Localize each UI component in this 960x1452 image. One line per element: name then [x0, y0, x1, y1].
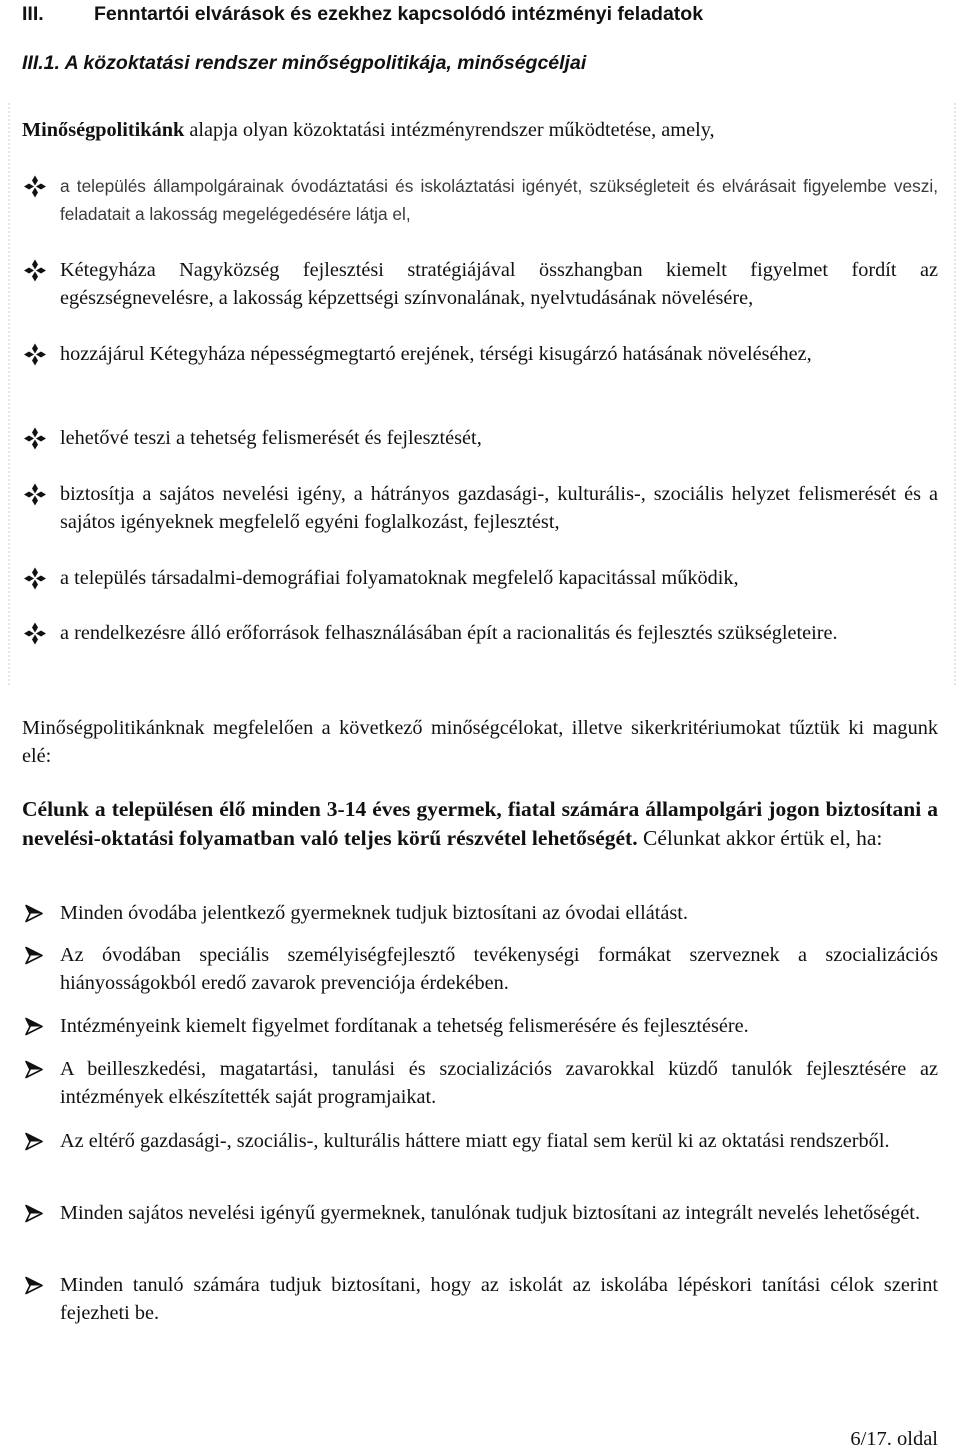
section-heading	[22, 2, 942, 26]
four-diamond-flower-icon	[22, 257, 48, 284]
goal-item	[22, 1013, 938, 1041]
goal-statement-text: Célunkat akkor értük el, ha:	[637, 826, 883, 850]
policy-item	[22, 257, 938, 312]
four-diamond-flower-icon	[22, 620, 48, 647]
goal-item-text: Intézményeink kiemelt figyelmet fordítanak a tehetség felismerésére és fejlesztésére.	[60, 1015, 749, 1037]
policy-intro-text: alapja olyan közoktatási intézményrendszer működtetése, amely,	[184, 119, 715, 141]
section-number: III.	[22, 3, 44, 25]
policy-item-text: a település társadalmi-demográfiai folyamatoknak megfelelő kapacitással működik,	[60, 567, 739, 589]
goal-statement	[22, 795, 938, 853]
goal-item-text: Az eltérő gazdasági-, szociális-, kulturális háttere miatt egy fiatal sem kerül ki az oktatási rendszerből.	[60, 1130, 890, 1152]
right-arrowhead-icon	[22, 900, 48, 927]
right-arrowhead-icon	[22, 1272, 48, 1299]
section-title: Fenntartói elvárások és ezekhez kapcsolódó intézményi feladatok	[94, 3, 704, 25]
goal-item-text: Az óvodában speciális személyiségfejlesztő tevékenységi formákat szerveznek a szocializációs hiányosságokból eredő zavarok prevenciója érdekében.	[60, 944, 938, 994]
right-arrowhead-icon	[22, 1200, 48, 1227]
policy-item	[22, 341, 938, 369]
goal-statement-bold: Célunk a településen élő minden 3-14 éves gyermek, fiatal számára állampolgári jogon biztosítani a nevelési-oktatási folyamatban való teljes körű részvétel lehetőségét.	[22, 797, 938, 850]
goal-item-text: Minden tanuló számára tudjuk biztosítani, hogy az iskolát az iskolába lépéskori tanítási célok szerint fejezheti be.	[60, 1274, 938, 1324]
policy-item-text: a rendelkezésre álló erőforrások felhasználásában épít a racionalitás és fejlesztés szükségleteire.	[60, 622, 838, 644]
right-arrowhead-icon	[22, 1128, 48, 1155]
policy-item	[22, 620, 938, 648]
policy-intro	[22, 117, 938, 145]
policy-item-text: lehetővé teszi a tehetség felismerését és fejlesztését,	[60, 427, 482, 449]
right-arrowhead-icon	[22, 942, 48, 969]
goal-item	[22, 1200, 938, 1228]
policy-intro-bold: Minőségpolitikánk	[22, 119, 185, 141]
goal-item-text: Minden óvodába jelentkező gyermeknek tudjuk biztosítani az óvodai ellátást.	[60, 902, 688, 924]
subsection-heading: III.1. A közoktatási rendszer minőségpolitikája, minőségcéljai	[22, 52, 587, 74]
goal-item-text: A beilleszkedési, magatartási, tanulási és szocializációs zavarokkal küzdő tanulók fejlesztésére az intézmények elkészítették saját programjaikat.	[60, 1058, 938, 1108]
goal-item-text: Minden sajátos nevelési igényű gyermeknek, tanulónak tudjuk biztosítani az integrált nevelés lehetőségét.	[60, 1202, 921, 1224]
goal-item	[22, 1128, 938, 1156]
policy-item-text: a település állampolgárainak óvodáztatási és iskoláztatási igényét, szükségleteit és elvárásait figyelembe veszi, feladatait a lakosság megelégedésére látja el,	[60, 176, 938, 224]
four-diamond-flower-icon	[22, 173, 48, 200]
goal-item	[22, 1272, 938, 1327]
policy-item-text: Kétegyháza Nagyközség fejlesztési stratégiájával összhangban kiemelt figyelmet fordít az egészségnevelésre, a lakosság képzettségi színvonalának, nyelvtudásának növelésére,	[60, 259, 938, 309]
policy-item	[22, 425, 938, 453]
policy-item-text: biztosítja a sajátos nevelési igény, a hátrányos gazdasági-, kulturális-, szociális helyzet felismerését és a sajátos igényeknek megfelelő egyéni foglalkozást, fejlesztést,	[60, 483, 938, 533]
policy-item	[22, 481, 938, 536]
four-diamond-flower-icon	[22, 425, 48, 452]
goals-intro: Minőségpolitikánknak megfelelően a következő minőségcélokat, illetve sikerkritériumokat tűztük ki magunk elé:	[22, 717, 938, 767]
goal-item	[22, 900, 938, 928]
four-diamond-flower-icon	[22, 341, 48, 368]
right-arrowhead-icon	[22, 1056, 48, 1083]
policy-item	[22, 565, 938, 593]
policy-item	[22, 173, 938, 228]
goal-item	[22, 1056, 938, 1111]
page-number: 6/17. oldal	[850, 1428, 938, 1450]
right-arrowhead-icon	[22, 1013, 48, 1040]
four-diamond-flower-icon	[22, 481, 48, 508]
policy-item-text: hozzájárul Kétegyháza népességmegtartó erejének, térségi kisugárzó hatásának növeléséhez,	[60, 343, 812, 365]
four-diamond-flower-icon	[22, 565, 48, 592]
goal-item	[22, 942, 938, 997]
